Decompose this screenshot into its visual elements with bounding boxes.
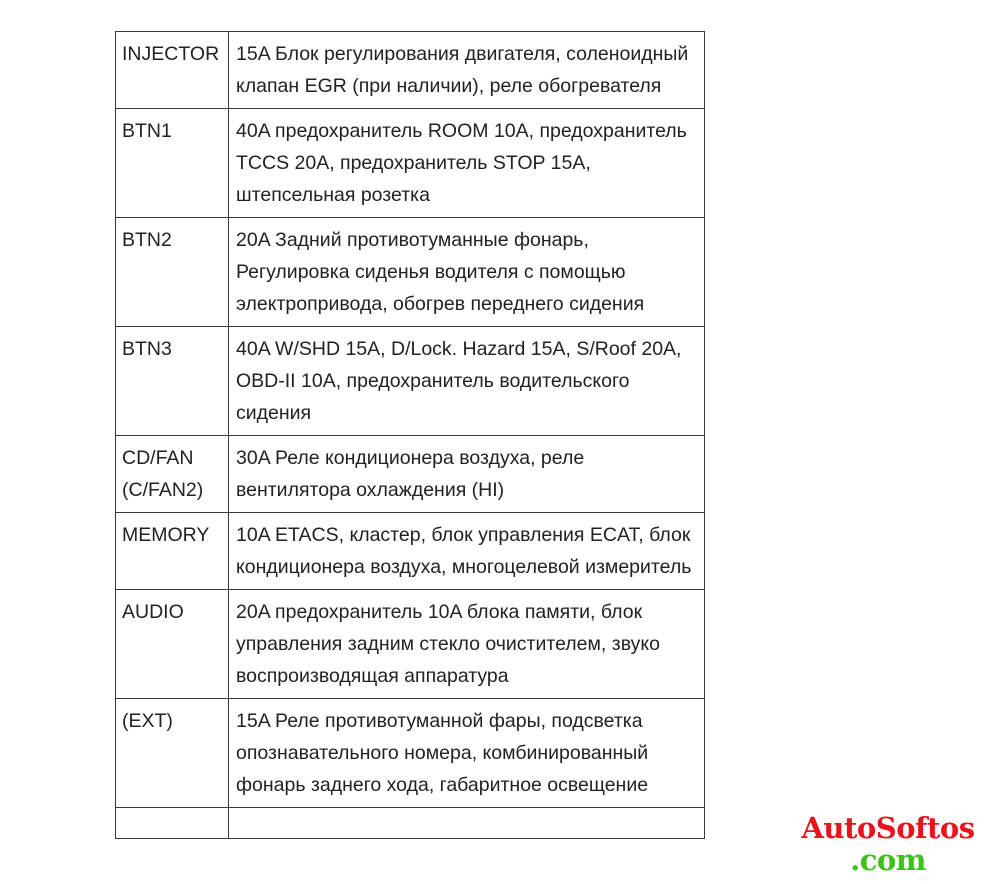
fuse-name-cell: MEMORY xyxy=(116,513,229,590)
fuse-name-cell: INJECTOR xyxy=(116,32,229,109)
table-row xyxy=(116,218,705,327)
table-row xyxy=(116,32,705,109)
fuse-name-cell: AUDIO xyxy=(116,590,229,699)
fuse-description-cell-empty xyxy=(229,808,705,839)
fuse-description-cell: 40A W/SHD 15A, D/Lock. Hazard 15A, S/Roof 20A, OBD-II 10A, предохранитель водительского сидения xyxy=(229,327,705,436)
watermark-logo xyxy=(793,812,983,876)
table-row xyxy=(116,436,705,513)
fuse-description-cell: 30A Реле кондиционера воздуха, реле вентилятора охлаждения (HI) xyxy=(229,436,705,513)
fuse-description-cell: 20A Задний противотуманные фонарь, Регулировка сиденья водителя с помощью электропривода, обогрев переднего сидения xyxy=(229,218,705,327)
fuse-name-cell-empty xyxy=(116,808,229,839)
table-row xyxy=(116,327,705,436)
fuse-description-cell: 40A предохранитель ROOM 10A, предохранитель TCCS 20A, предохранитель STOP 15A, штепсельная розетка xyxy=(229,109,705,218)
table-row xyxy=(116,590,705,699)
fuse-description-cell: 10A ETACS, кластер, блок управления ECAT, блок кондиционера воздуха, многоцелевой измеритель xyxy=(229,513,705,590)
fuse-table xyxy=(115,31,705,839)
watermark-main-text: AutoSoftos xyxy=(801,811,975,845)
fuse-name-cell: BTN3 xyxy=(116,327,229,436)
fuse-name-cell: CD/FAN (C/FAN2) xyxy=(116,436,229,513)
fuse-name-cell: BTN1 xyxy=(116,109,229,218)
fuse-name-cell: (EXT) xyxy=(116,699,229,808)
table-row-partial xyxy=(116,808,705,839)
watermark-domain-text: .com xyxy=(850,843,926,877)
table-row xyxy=(116,109,705,218)
fuse-description-cell: 20A предохранитель 10A блока памяти, блок управления задним стекло очистителем, звуко воспроизводящая аппаратура xyxy=(229,590,705,699)
fuse-name-cell: BTN2 xyxy=(116,218,229,327)
table-row xyxy=(116,699,705,808)
table-row xyxy=(116,513,705,590)
fuse-description-cell: 15A Реле противотуманной фары, подсветка опознавательного номера, комбинированный фонарь заднего хода, габаритное освещение xyxy=(229,699,705,808)
fuse-description-cell: 15A Блок регулирования двигателя, соленоидный клапан EGR (при наличии), реле обогревателя xyxy=(229,32,705,109)
